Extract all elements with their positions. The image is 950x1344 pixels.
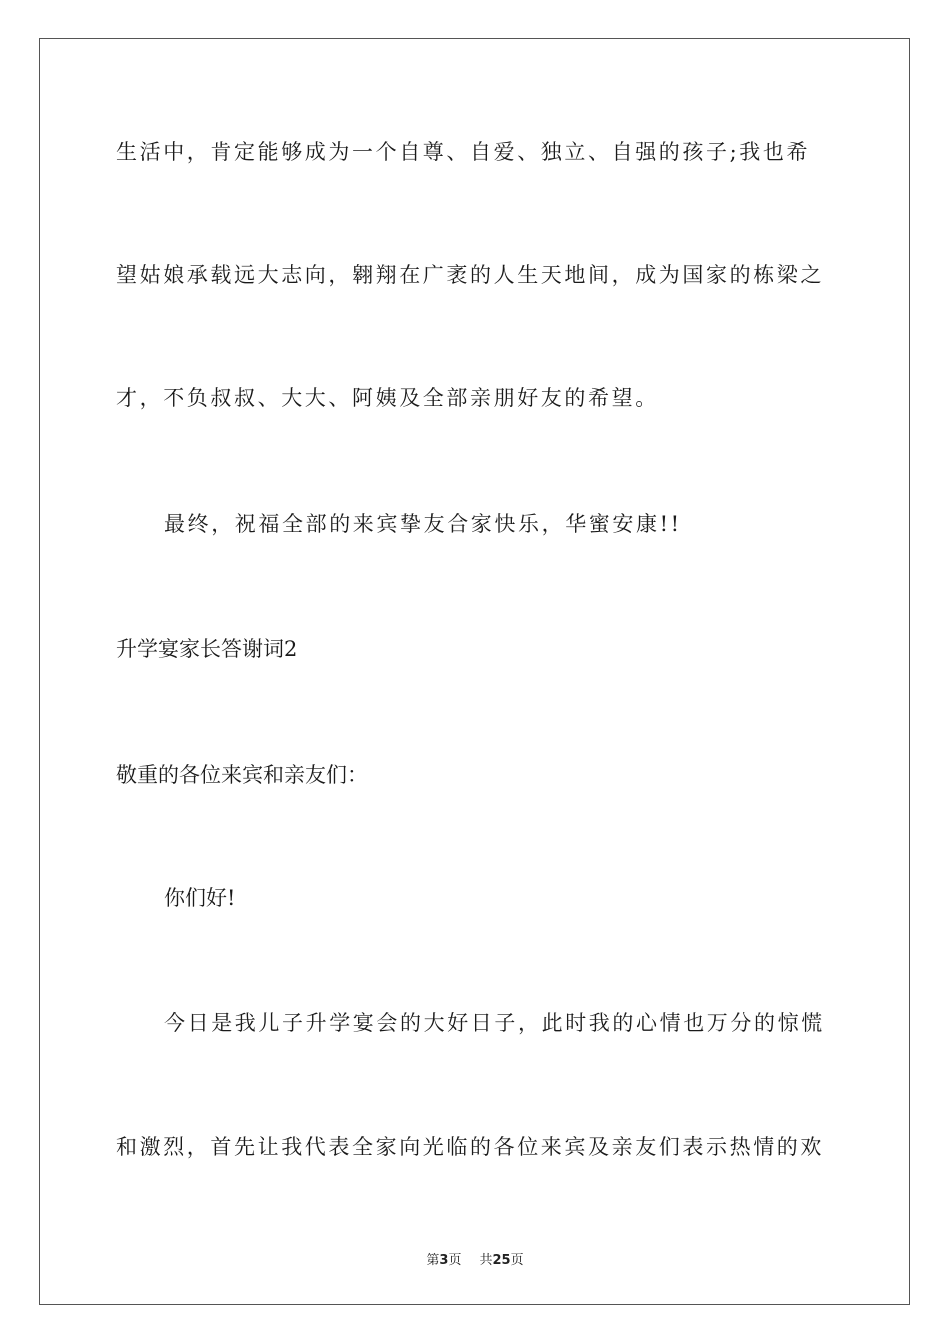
- paragraph-line-4: 今日是我儿子升学宴会的大好日子，此时我的心情也万分的惊慌: [164, 1011, 825, 1035]
- footer-total-pages: 25: [492, 1253, 511, 1268]
- footer-total-suffix: 页: [510, 1253, 524, 1268]
- page-border: [39, 38, 910, 1305]
- footer-page-number: 3: [439, 1253, 449, 1268]
- greeting: 你们好!: [164, 886, 236, 910]
- paragraph-line-1: 生活中，肯定能够成为一个自尊、自爱、独立、自强的孩子;我也希: [116, 140, 811, 164]
- paragraph-closing: 最终，祝福全部的来宾挚友合家快乐，华蜜安康!!: [164, 512, 682, 536]
- footer-page-suffix: 页: [448, 1253, 462, 1268]
- paragraph-line-3: 才，不负叔叔、大大、阿姨及全部亲朋好友的希望。: [116, 386, 659, 410]
- paragraph-line-2: 望姑娘承载远大志向，翱翔在广袤的人生天地间，成为国家的栋梁之: [116, 263, 824, 287]
- section-heading: 升学宴家长答谢词2: [116, 637, 298, 661]
- footer-page-prefix: 第: [426, 1253, 440, 1268]
- paragraph-line-5: 和激烈，首先让我代表全家向光临的各位来宾及亲友们表示热情的欢: [116, 1135, 824, 1159]
- footer-total-prefix: 共: [479, 1253, 493, 1268]
- salutation: 敬重的各位来宾和亲友们：: [116, 763, 368, 787]
- page-footer: [0, 1249, 950, 1268]
